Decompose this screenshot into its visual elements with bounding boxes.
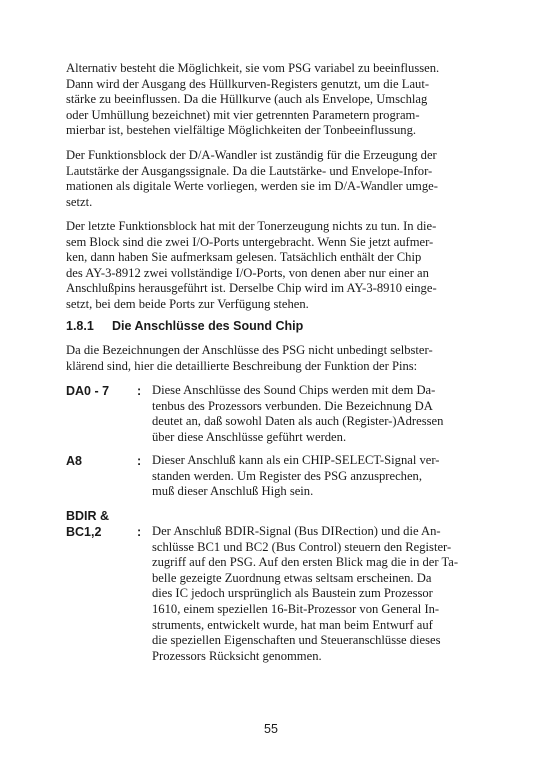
section-title: Die Anschlüsse des Sound Chip <box>112 319 304 333</box>
pin-term-da0-7: DA0 - 7 <box>66 384 110 398</box>
pin-description-a8: Dieser Anschluß kann als ein CHIP-SELECT-Signal ver- standen werden. Um Register des PSG anzusprechen, muß dieser Anschluß High sein. <box>152 453 440 499</box>
paragraph-volume-control: Alternativ besteht die Möglichkeit, sie vom PSG variabel zu beeinflussen. Dann wird der Ausgang des Hüllkurven-Registers genutzt, um die Laut- stärke zu beeinflussen. Da die Hüllkurve (auch als Envelope, Umschlag oder Umhüllung bezeichnet) mit vier getrennten Parametern program- mierbar ist, bestehen vielfältige Möglichkeiten der Tonbeeinflussung. <box>66 61 440 138</box>
pin-separator: : <box>137 384 142 398</box>
paragraph-io-ports: Der letzte Funktionsblock hat mit der Tonerzeugung nichts zu tun. In die- sem Block sind die zwei I/O-Ports untergebracht. Wenn Sie jetzt aufmer- ken, dann haben Sie aufmerksam gelesen. Tatsächlich enthält der Chip des AY-3-8912 zwei vollständige I/O-Ports, von denen aber nur einer an Anschlußpins herausgeführt ist. Derselbe Chip wird im AY-3-8910 einge- setzt, bei dem beide Ports zur Verfügung stehen. <box>66 219 437 311</box>
section-heading <box>66 318 303 334</box>
pin-term-a8: A8 <box>66 454 82 468</box>
section-number: 1.8.1 <box>66 319 94 333</box>
pin-description-da0-7: Diese Anschlüsse des Sound Chips werden mit dem Da- tenbus des Prozessors verbunden. Die Bezeichnung DA deutet an, daß sowohl Daten als auch (Register-)Adressen über diese Anschlüsse geführt werden. <box>152 383 444 444</box>
pin-separator: : <box>137 454 142 468</box>
pin-description-bdir-bc12: Der Anschluß BDIR-Signal (Bus DIRection) und die An- schlüsse BC1 und BC2 (Bus Control) steuern den Register- zugriff auf den PSG. Auf den ersten Blick mag die in der Ta- belle gezeigte Zuordnung etwas seltsam erscheinen. Da dies IC jedoch ursprünglich als Baustein zum Prozessor 1610, einem speziellen 16-Bit-Prozessor von General In- struments, entwickelt wurde, hat man beim Entwurf auf die speziellen Eigenschaften und Steueranschlüsse dieses Prozessors Rücksicht genommen. <box>152 524 459 663</box>
page-number: 55 <box>264 722 278 736</box>
paragraph-pin-intro: Da die Bezeichnungen der Anschlüsse des PSG nicht unbedingt selbster- klärend sind, hier die detaillierte Beschreibung der Funktion der Pins: <box>66 343 433 373</box>
paragraph-da-converter: Der Funktionsblock der D/A-Wandler ist zuständig für die Erzeugung der Lautstärke der Ausgangssignale. Da die Lautstärke- und Envelope-Infor- mationen als digitale Werte vorliegen, werden sie im D/A-Wandler umge- setzt. <box>66 148 438 209</box>
pin-separator: : <box>137 525 142 539</box>
pin-term-bdir-bc12: BDIR & BC1,2 <box>66 509 110 539</box>
